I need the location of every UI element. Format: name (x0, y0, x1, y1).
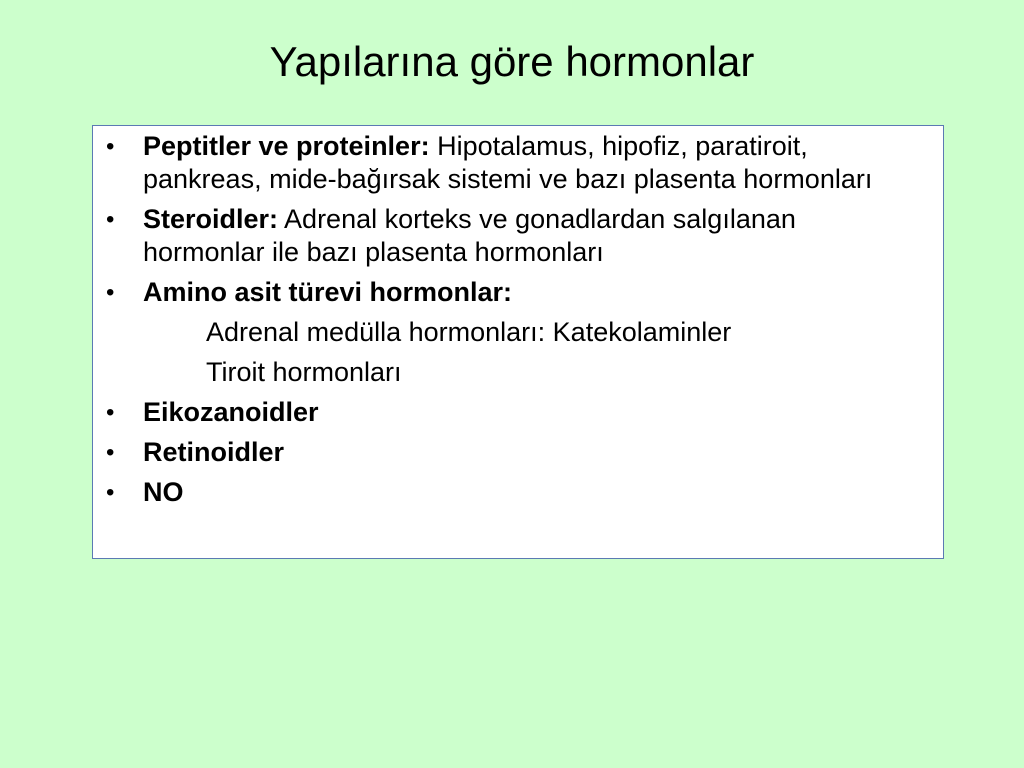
bullet-icon: • (106, 279, 115, 306)
sub-item-thyroid: Tiroit hormonları (206, 357, 402, 387)
list-item-no (93, 476, 945, 509)
item-term: Peptitler ve proteinler: (143, 131, 430, 161)
sub-item-adrenal-medulla: Adrenal medülla hormonları: Katekolaminler (206, 317, 732, 347)
content-box (92, 125, 944, 559)
bullet-list (93, 130, 945, 516)
item-text: Adrenal korteks ve gonadlardan salgılanan hormonlar ile bazı plasenta hormonları (143, 204, 796, 267)
bullet-icon: • (106, 439, 115, 466)
item-term: Retinoidler (143, 437, 285, 467)
item-text: Hipotalamus, hipofiz, paratiroit, pankreas, mide-bağırsak sistemi ve bazı plasenta hormonları (143, 131, 873, 194)
bullet-icon: • (106, 133, 115, 160)
item-term: Eikozanoidler (143, 397, 319, 427)
item-term: Amino asit türevi hormonlar: (143, 277, 513, 307)
list-item-eicosanoids (93, 396, 945, 429)
bullet-icon: • (106, 479, 115, 506)
bullet-icon: • (106, 206, 115, 233)
item-term: NO (143, 477, 184, 507)
bullet-icon: • (106, 399, 115, 426)
list-item-retinoids (93, 436, 945, 469)
list-item-steroids (93, 203, 945, 269)
slide-title: Yapılarına göre hormonlar (269, 38, 755, 85)
list-item-amino-acid (93, 276, 945, 309)
item-term: Steroidler: (143, 204, 279, 234)
list-item-peptides (93, 130, 945, 196)
